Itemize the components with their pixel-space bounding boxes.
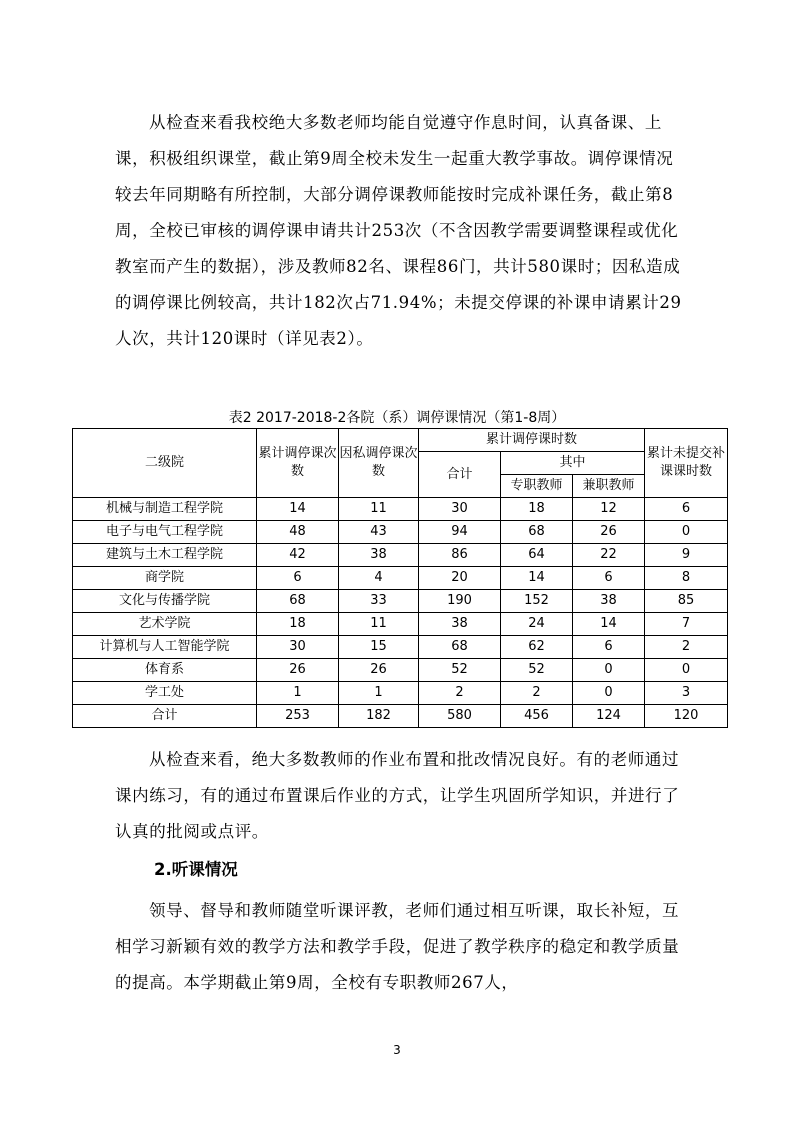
cell-hours: 2 xyxy=(419,682,501,705)
cell-college: 合计 xyxy=(73,705,257,728)
cell-unsubmitted: 120 xyxy=(645,705,728,728)
cell-parttime: 0 xyxy=(573,682,645,705)
cell-unsubmitted: 6 xyxy=(645,498,728,521)
course-adjustment-table xyxy=(72,428,728,728)
cell-total: 14 xyxy=(257,498,339,521)
cell-fulltime: 2 xyxy=(501,682,573,705)
header-of-which: 其中 xyxy=(501,452,645,475)
cell-hours: 190 xyxy=(419,590,501,613)
cell-parttime: 26 xyxy=(573,521,645,544)
table-row xyxy=(73,590,728,613)
table-row xyxy=(73,544,728,567)
cell-fulltime: 456 xyxy=(501,705,573,728)
cell-unsubmitted: 3 xyxy=(645,682,728,705)
cell-parttime: 38 xyxy=(573,590,645,613)
header-parttime: 兼职教师 xyxy=(573,475,645,498)
cell-college: 建筑与土木工程学院 xyxy=(73,544,257,567)
cell-hours: 52 xyxy=(419,659,501,682)
table-row xyxy=(73,636,728,659)
cell-total: 26 xyxy=(257,659,339,682)
cell-hours: 94 xyxy=(419,521,501,544)
cell-parttime: 22 xyxy=(573,544,645,567)
cell-college: 机械与制造工程学院 xyxy=(73,498,257,521)
cell-unsubmitted: 9 xyxy=(645,544,728,567)
cell-hours: 30 xyxy=(419,498,501,521)
table-row xyxy=(73,659,728,682)
cell-college: 电子与电气工程学院 xyxy=(73,521,257,544)
cell-fulltime: 62 xyxy=(501,636,573,659)
cell-college: 文化与传播学院 xyxy=(73,590,257,613)
cell-unsubmitted: 2 xyxy=(645,636,728,659)
paragraph-inspection-summary: 从检查来看我校绝大多数老师均能自觉遵守作息时间，认真备课、上课，积极组织课堂，截止第9周全校未发生一起重大教学事故。调停课情况较去年同期略有所控制，大部分调停课教师能按时完成补课任务，截止第8周，全校已审核的调停课申请共计253次（不含因教学需要调整课程或优化教室而产生的数据），涉及教师82名、课程86门，共计580课时；因私造成的调停课比例较高，共计182次占71.94%；未提交停课的补课申请累计29人次，共计120课时（详见表2）。 xyxy=(115,113,682,348)
cell-total: 18 xyxy=(257,613,339,636)
cell-college: 计算机与人工智能学院 xyxy=(73,636,257,659)
cell-fulltime: 152 xyxy=(501,590,573,613)
header-college: 二级院 xyxy=(73,429,257,498)
header-fulltime: 专职教师 xyxy=(501,475,573,498)
cell-fulltime: 52 xyxy=(501,659,573,682)
cell-unsubmitted: 0 xyxy=(645,659,728,682)
cell-fulltime: 18 xyxy=(501,498,573,521)
paragraph-homework: 从检查来看，绝大多数教师的作业布置和批改情况良好。有的老师通过课内练习，有的通过布置课后作业的方式，让学生巩固所学知识，并进行了认真的批阅或点评。 xyxy=(115,750,680,841)
cell-private: 182 xyxy=(339,705,419,728)
cell-college: 体育系 xyxy=(73,659,257,682)
cell-total: 6 xyxy=(257,567,339,590)
cell-college: 商学院 xyxy=(73,567,257,590)
cell-unsubmitted: 8 xyxy=(645,567,728,590)
cell-private: 11 xyxy=(339,498,419,521)
cell-hours: 86 xyxy=(419,544,501,567)
cell-hours: 580 xyxy=(419,705,501,728)
cell-parttime: 124 xyxy=(573,705,645,728)
cell-total: 30 xyxy=(257,636,339,659)
cell-private: 43 xyxy=(339,521,419,544)
cell-fulltime: 68 xyxy=(501,521,573,544)
header-unsubmitted: 累计未提交补课课时数 xyxy=(645,429,728,498)
cell-private: 15 xyxy=(339,636,419,659)
header-hours-group: 累计调停课时数 xyxy=(419,429,645,452)
cell-unsubmitted: 0 xyxy=(645,521,728,544)
cell-total: 1 xyxy=(257,682,339,705)
cell-private: 4 xyxy=(339,567,419,590)
cell-college: 学工处 xyxy=(73,682,257,705)
cell-hours: 38 xyxy=(419,613,501,636)
cell-parttime: 6 xyxy=(573,567,645,590)
table-caption: 表2 2017-2018-2各院（系）调停课情况（第1-8周） xyxy=(228,410,566,426)
cell-private: 11 xyxy=(339,613,419,636)
table-row xyxy=(73,521,728,544)
cell-hours: 20 xyxy=(419,567,501,590)
header-total-count: 累计调停课次数 xyxy=(257,429,339,498)
cell-fulltime: 14 xyxy=(501,567,573,590)
cell-parttime: 12 xyxy=(573,498,645,521)
cell-private: 38 xyxy=(339,544,419,567)
cell-unsubmitted: 85 xyxy=(645,590,728,613)
table-row xyxy=(73,498,728,521)
header-hours-total: 合计 xyxy=(419,452,501,498)
table-row xyxy=(73,613,728,636)
cell-parttime: 0 xyxy=(573,659,645,682)
cell-fulltime: 24 xyxy=(501,613,573,636)
page-number: 3 xyxy=(393,1043,401,1057)
section-heading: 2.听课情况 xyxy=(154,860,238,879)
cell-total: 48 xyxy=(257,521,339,544)
cell-unsubmitted: 7 xyxy=(645,613,728,636)
cell-parttime: 6 xyxy=(573,636,645,659)
cell-private: 26 xyxy=(339,659,419,682)
cell-private: 33 xyxy=(339,590,419,613)
header-private-count: 因私调停课次数 xyxy=(339,429,419,498)
table-row xyxy=(73,705,728,728)
table-row xyxy=(73,682,728,705)
cell-total: 68 xyxy=(257,590,339,613)
cell-private: 1 xyxy=(339,682,419,705)
paragraph-lecture-observation: 领导、督导和教师随堂听课评教，老师们通过相互听课，取长补短，互相学习新颖有效的教学方法和教学手段，促进了教学秩序的稳定和教学质量的提高。本学期截止第9周，全校有专职教师267人， xyxy=(115,901,680,992)
table-row xyxy=(73,567,728,590)
cell-total: 42 xyxy=(257,544,339,567)
cell-total: 253 xyxy=(257,705,339,728)
cell-fulltime: 64 xyxy=(501,544,573,567)
cell-hours: 68 xyxy=(419,636,501,659)
cell-parttime: 14 xyxy=(573,613,645,636)
cell-college: 艺术学院 xyxy=(73,613,257,636)
